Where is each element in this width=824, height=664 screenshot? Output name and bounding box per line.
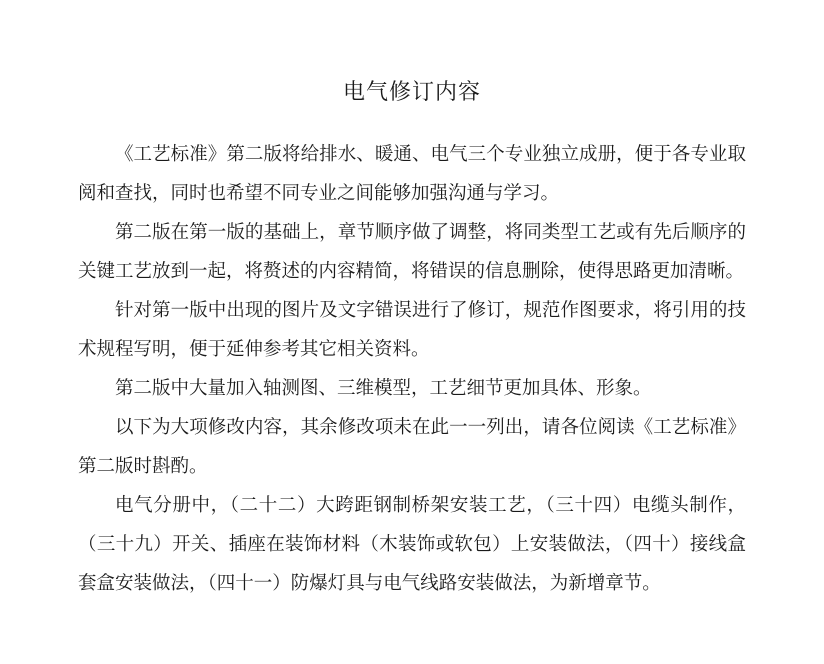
paragraph-major-changes: 以下为大项修改内容，其余修改项未在此一一列出，请各位阅读《工艺标准》第二版时斟酌。 <box>78 417 746 477</box>
paragraph-error-fixes: 针对第一版中出现的图片及文字错误进行了修订，规范作图要求，将引用的技术规程写明，便于延伸参考其它相关资料。 <box>78 300 746 360</box>
paragraph-3d-models: 第二版中大量加入轴测图、三维模型，工艺细节更加具体、形象。 <box>115 378 652 399</box>
document-title: 电气修订内容 <box>342 80 481 105</box>
paragraph-chapter-order: 第二版在第一版的基础上，章节顺序做了调整，将同类型工艺或有先后顺序的关键工艺放到一起，将赘述的内容精简，将错误的信息删除，使得思路更加清晰。 <box>78 222 746 282</box>
paragraph-new-chapters: 电气分册中，（二十二）大跨距钢制桥架安装工艺，（三十四）电缆头制作，（三十九）开关、插座在装饰材料（木装饰或软包）上安装做法，（四十）接线盒套盒安装做法，（四十一）防爆灯具与电气线路安装做法，为新增章节。 <box>78 495 746 594</box>
paragraph-intro: 《工艺标准》第二版将给排水、暖通、电气三个专业独立成册，便于各专业取阅和查找，同时也希望不同专业之间能够加强沟通与学习。 <box>78 144 746 204</box>
document-body <box>78 135 746 603</box>
